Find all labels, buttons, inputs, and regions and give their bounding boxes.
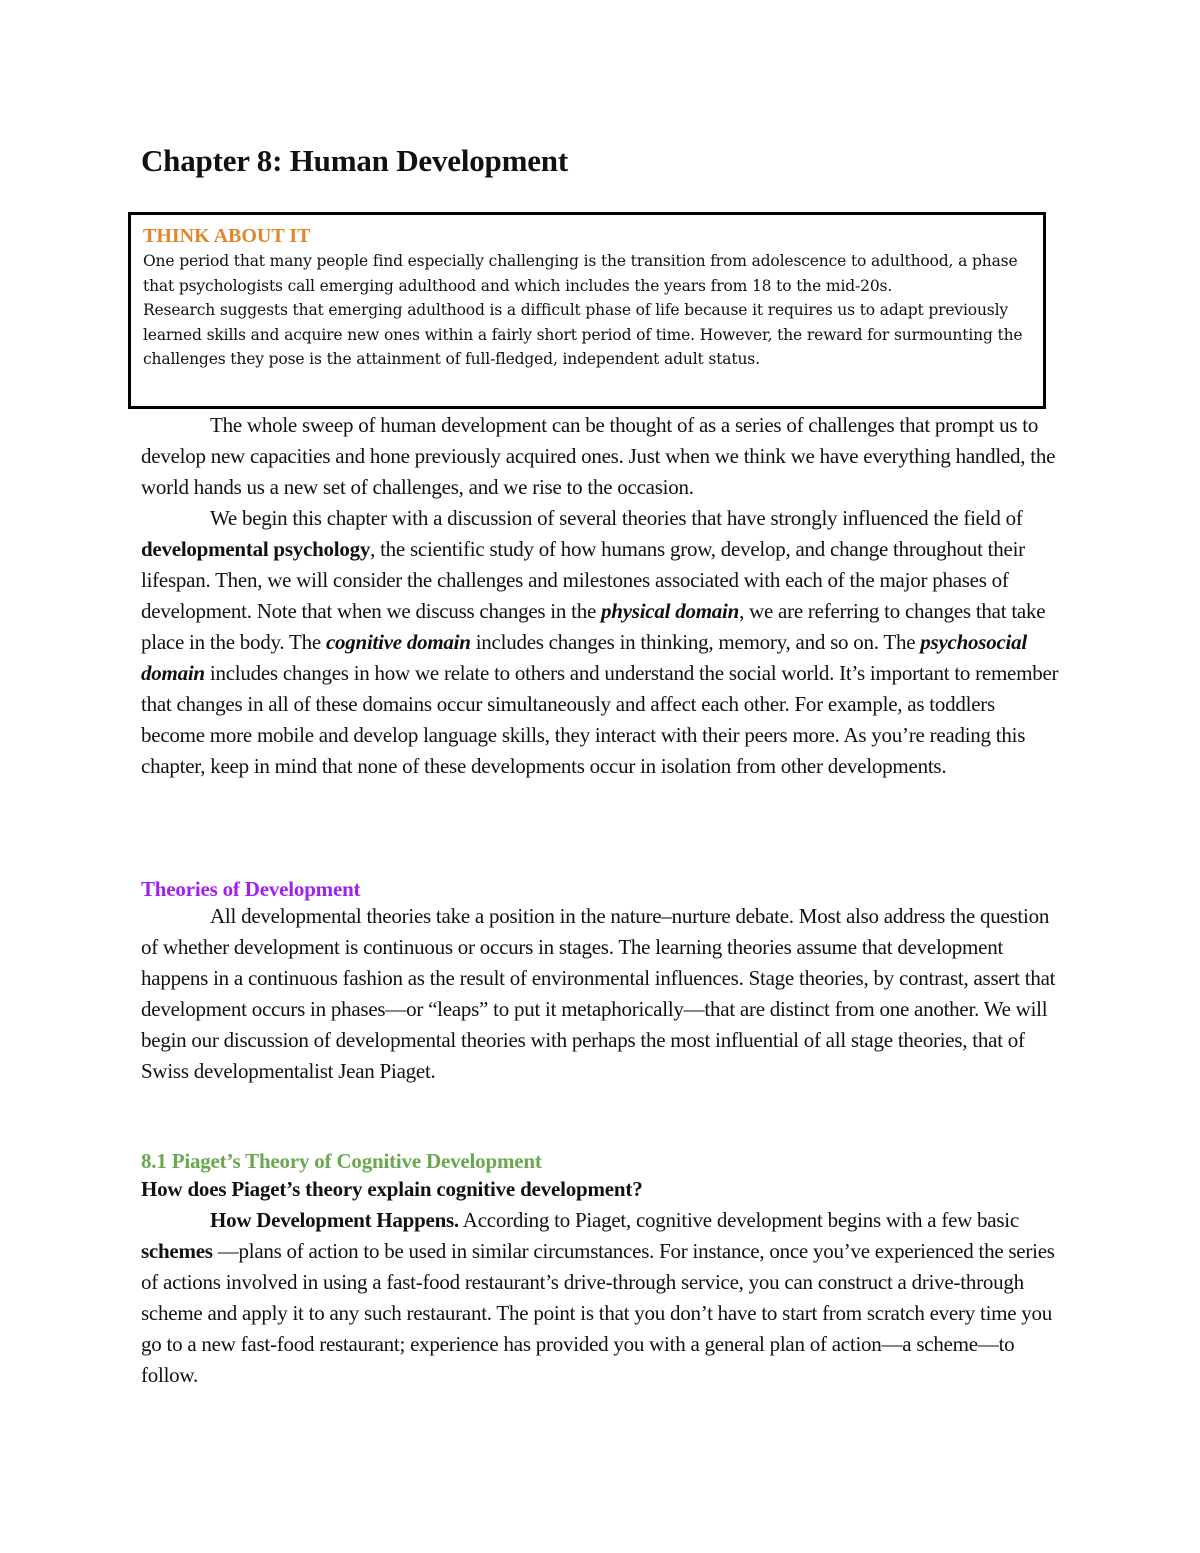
section-8-1-paragraph [141, 1205, 1061, 1391]
text-run: —plans of action to be used in similar circumstances. For instance, once you’ve experienced the series of actions involved in using a fast-food restaurant’s drive-through service, you can construct a drive-through scheme and apply it to any such restaurant. The point is that you don’t have to start from scratch every time you go to a new fast-food restaurant; experience has provided you with a general plan of action—a scheme—to follow. [141, 1239, 1055, 1387]
text-run: According to Piaget, cognitive development begins with a few basic [458, 1208, 1019, 1232]
learning-question: How does Piaget’s theory explain cognitive development? [141, 1177, 643, 1201]
key-term: psychosocial domain [141, 630, 1027, 685]
section-heading-8-1: 8.1 Piaget’s Theory of Cognitive Development [141, 1149, 542, 1173]
think-about-it-heading: THINK ABOUT IT [143, 225, 311, 247]
text-run: includes changes in thinking, memory, and so on. The [470, 630, 921, 654]
key-term: cognitive domain [325, 630, 471, 654]
think-about-it-paragraph: Research suggests that emerging adulthood is a difficult phase of life because it requires us to adapt previously learned skills and acquire new ones within a fairly short period of time. However, the reward for surmounting the challenges they pose is the attainment of full-fledged, independent adult status. [143, 301, 1023, 368]
key-term: physical domain [601, 599, 740, 623]
chapter-title: Chapter 8: Human Development [141, 143, 568, 178]
key-term: schemes [141, 1239, 213, 1263]
think-about-it-box [128, 212, 1046, 409]
theories-paragraph: All developmental theories take a position in the nature–nurture debate. Most also address the question of whether development is continuous or occurs in stages. The learning theories assume that development happens in a continuous fashion as the result of environmental influences. Stage theories, by contrast, assert that development occurs in phases—or “leaps” to put it metaphorically—that are distinct from one another. We will begin our discussion of developmental theories with perhaps the most influential of all stage theories, that of Swiss developmentalist Jean Piaget. [141, 904, 1056, 1083]
intro-paragraph: The whole sweep of human development can be thought of as a series of challenges that prompt us to develop new capacities and hone previously acquired ones. Just when we think we have everything handled, the world hands us a new set of challenges, and we rise to the occasion. [141, 413, 1056, 499]
key-term: developmental psychology [141, 537, 371, 561]
document-page [141, 140, 1061, 1387]
text-run: We begin this chapter with a discussion of several theories that have strongly influenced the field of [210, 506, 1023, 530]
text-run: , we are referring to changes that take place in the body. The [141, 599, 1046, 654]
paragraph-lead-in: How Development Happens. [210, 1208, 459, 1232]
text-run: includes changes in how we relate to others and understand the social world. It’s important to remember that changes in all of these domains occur simultaneously and affect each other. For example, as toddlers become more mobile and develop language skills, they interact with their peers more. As you’re reading this chapter, keep in mind that none of these developments occur in isolation from other developments. [141, 661, 1059, 778]
think-about-it-paragraph: One period that many people find especially challenging is the transition from adolescence to adulthood, a phase that psychologists call emerging adulthood and which includes the years from 18 to the mid-20s. [143, 252, 1018, 295]
intro-paragraph [141, 503, 1061, 782]
section-heading-theories: Theories of Development [141, 877, 361, 901]
text-run: , the scientific study of how humans grow, develop, and change throughout their lifespan. Then, we will consider the challenges and milestones associated with each of the major phases of development. Note that when we discuss changes in the [141, 537, 1025, 623]
